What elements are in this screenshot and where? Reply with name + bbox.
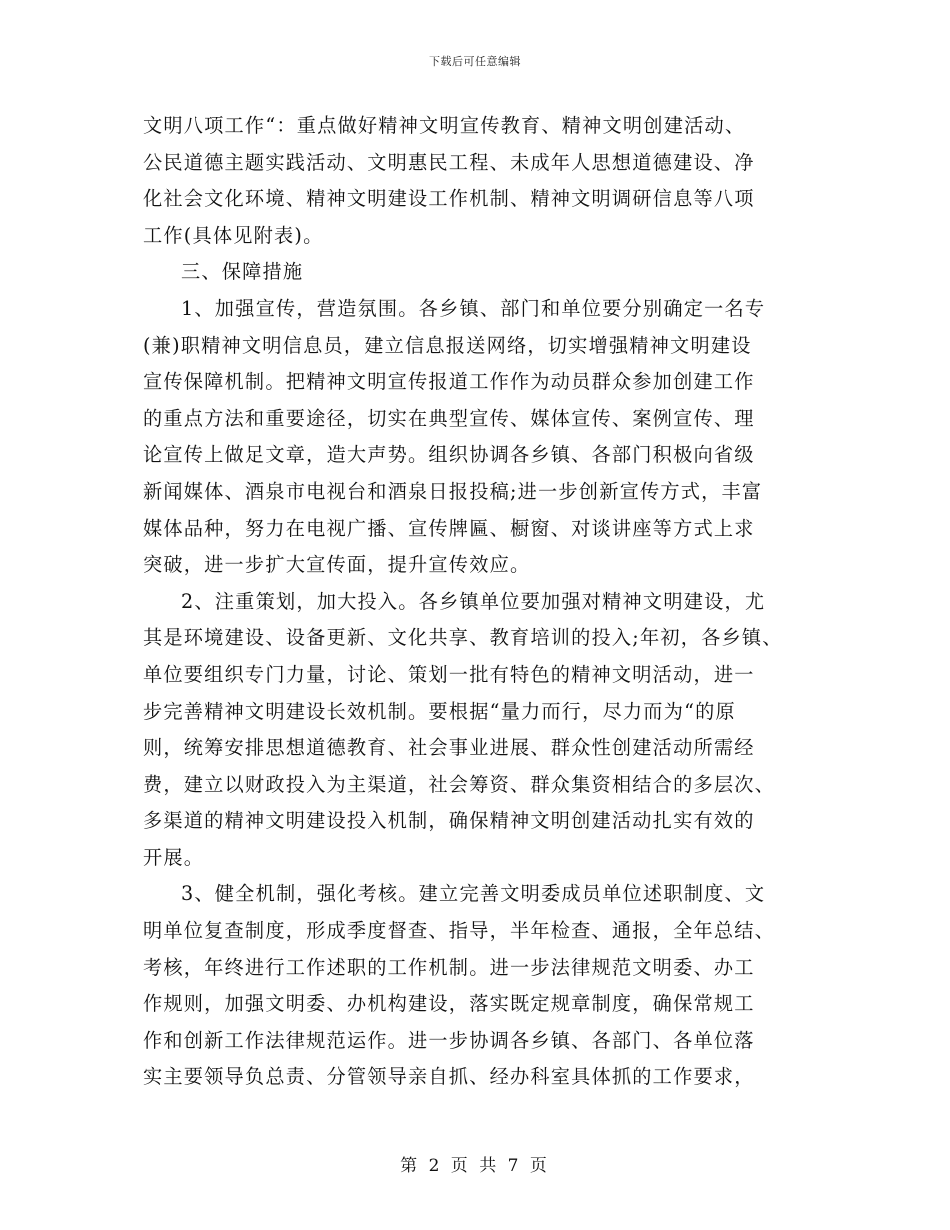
text-line: 新闻媒体、酒泉市电视台和酒泉日报投稿;进一步创新宣传方式，丰富 bbox=[143, 479, 763, 503]
text-line: 步完善精神文明建设长效机制。要根据“量力而行，尽力而为“的原 bbox=[143, 699, 736, 723]
text-line: 的重点方法和重要途径，切实在典型宣传、媒体宣传、案例宣传、理 bbox=[143, 406, 755, 430]
text-line: 媒体品种，努力在电视广播、宣传牌匾、橱窗、对谈讲座等方式上求 bbox=[143, 516, 755, 540]
text-line: 实主要领导负总责、分管领导亲自抓、经办科室具体抓的工作要求， bbox=[143, 1065, 755, 1089]
text-line: 公民道德主题实践活动、文明惠民工程、未成年人思想道德建设、净 bbox=[143, 150, 755, 174]
text-line: 则，统筹安排思想道德教育、社会事业进展、群众性创建活动所需经 bbox=[143, 736, 755, 760]
text-line: (兼)职精神文明信息员，建立信息报送网络，切实增强精神文明建设 bbox=[143, 333, 752, 357]
text-line: 多渠道的精神文明建设投入机制，确保精神文明创建活动扎实有效的 bbox=[143, 809, 755, 833]
text-line: 明单位复查制度，形成季度督查、指导，半年检查、通报，全年总结、 bbox=[143, 919, 776, 943]
paragraph-start: 2、注重策划，加大投入。各乡镇单位要加强对精神文明建设，尤 bbox=[181, 589, 766, 613]
text-line: 开展。 bbox=[143, 845, 205, 869]
paragraph-start: 1、加强宣传，营造氛围。各乡镇、部门和单位要分别确定一名专 bbox=[181, 296, 766, 320]
section-heading: 三、保障措施 bbox=[181, 260, 304, 284]
text-line: 作和创新工作法律规范运作。进一步协调各乡镇、各部门、各单位落 bbox=[143, 1028, 755, 1052]
page-header: 下载后可任意编辑 bbox=[429, 55, 521, 68]
text-line: 突破，进一步扩大宣传面，提升宣传效应。 bbox=[143, 553, 531, 577]
text-line: 考核，年终进行工作述职的工作机制。进一步法律规范文明委、办工 bbox=[143, 955, 755, 979]
paragraph-start: 3、健全机制，强化考核。建立完善文明委成员单位述职制度、文 bbox=[181, 882, 766, 906]
text-line: 论宣传上做足文章，造大声势。组织协调各乡镇、各部门积极向省级 bbox=[143, 443, 755, 467]
text-line: 化社会文化环境、精神文明建设工作机制、精神文明调研信息等八项 bbox=[143, 187, 755, 211]
page-footer: 第 2 页 共 7 页 bbox=[400, 1156, 550, 1176]
document-body bbox=[143, 108, 833, 1096]
text-line: 单位要组织专门力量，讨论、策划一批有特色的精神文明活动，进一 bbox=[143, 662, 755, 686]
text-line: 工作(具体见附表)。 bbox=[143, 223, 324, 247]
text-line: 其是环境建设、设备更新、文化共享、教育培训的投入;年初，各乡镇、 bbox=[143, 626, 783, 650]
text-line: 宣传保障机制。把精神文明宣传报道工作作为动员群众参加创建工作 bbox=[143, 370, 755, 394]
text-line: 作规则，加强文明委、办机构建设，落实既定规章制度，确保常规工 bbox=[143, 992, 755, 1016]
text-line: 费，建立以财政投入为主渠道，社会筹资、群众集资相结合的多层次、 bbox=[143, 772, 776, 796]
text-line: 文明八项工作“：重点做好精神文明宣传教育、精神文明创建活动、 bbox=[143, 114, 746, 137]
